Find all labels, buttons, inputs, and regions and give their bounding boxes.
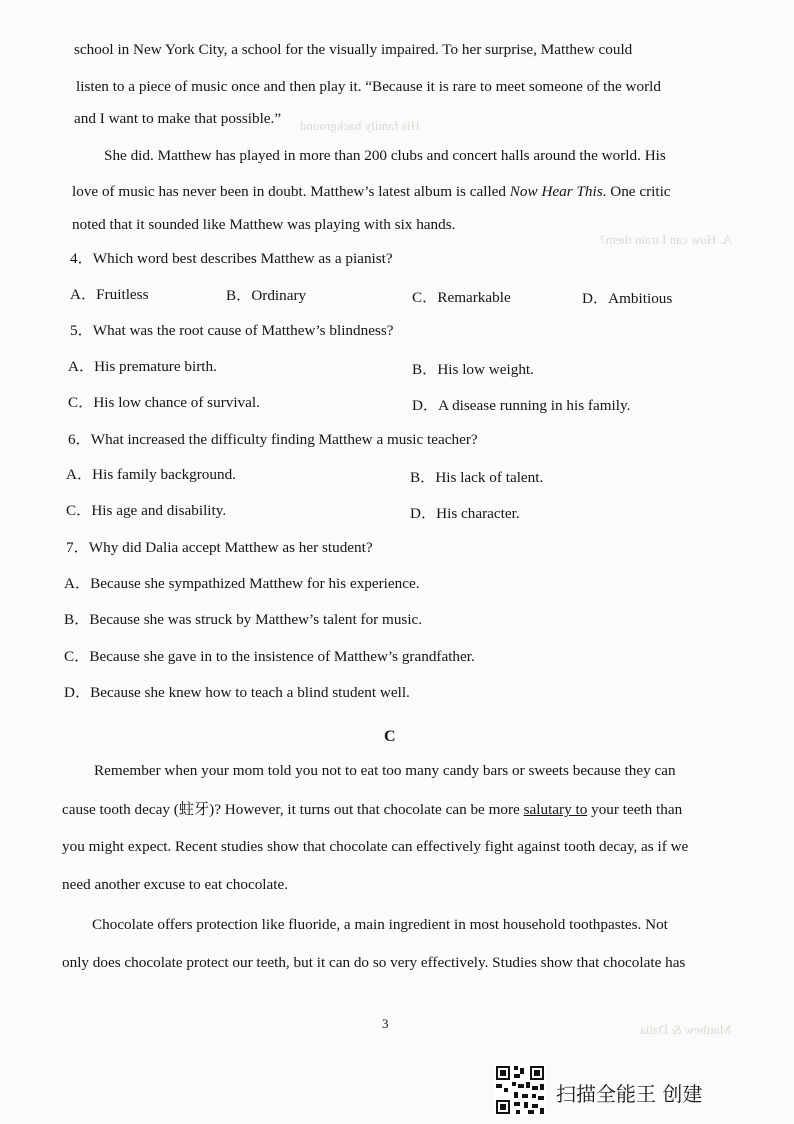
passage-line: need another excuse to eat chocolate.	[62, 876, 289, 893]
question-stem: 7．Why did Dalia accept Matthew as her student?	[66, 539, 373, 556]
underlined-word: salutary to	[523, 801, 588, 818]
album-title: Now Hear This	[509, 183, 603, 200]
page-number: 3	[382, 1016, 389, 1031]
question-stem: 5．What was the root cause of Matthew’s blindness?	[70, 322, 394, 339]
question-stem: 4．Which word best describes Matthew as a pianist?	[70, 250, 393, 267]
question-stem: 6．What increased the difficulty finding Matthew a music teacher?	[68, 431, 478, 448]
section-heading: C	[384, 728, 396, 745]
passage-line	[62, 800, 682, 820]
option-b[interactable]: B．His lack of talent.	[410, 469, 544, 486]
passage-line: Chocolate offers protection like fluoride, a main ingredient in most household toothpastes. Not	[92, 916, 668, 933]
passage-line: noted that it sounded like Matthew was playing with six hands.	[72, 216, 456, 233]
option-c[interactable]: C．Because she gave in to the insistence of Matthew’s grandfather.	[64, 648, 475, 665]
bleed-through-text: A. How can I train them?	[600, 232, 733, 247]
passage-line: listen to a piece of music once and then play it. “Because it is rare to meet someone of the world	[76, 78, 661, 95]
option-a[interactable]: A．Because she sympathized Matthew for his experience.	[64, 575, 420, 592]
passage-line: school in New York City, a school for the visually impaired. To her surprise, Matthew could	[74, 41, 633, 58]
passage-line: you might expect. Recent studies show that chocolate can effectively fight against tooth decay, as if we	[62, 838, 689, 855]
option-d[interactable]: D．His character.	[410, 505, 520, 522]
passage-text: . One critic	[602, 183, 671, 200]
passage-line: Remember when your mom told you not to eat too many candy bars or sweets because they can	[94, 762, 676, 779]
scanner-watermark: 扫描全能王 创建	[556, 1082, 703, 1106]
option-a[interactable]: A．Fruitless	[70, 286, 149, 303]
passage-line	[72, 182, 671, 202]
option-c[interactable]: C．His age and disability.	[66, 502, 227, 519]
option-a[interactable]: A．His family background.	[66, 466, 236, 483]
option-b[interactable]: B．Because she was struck by Matthew’s talent for music.	[64, 611, 423, 628]
bleed-through-text: His family background	[300, 118, 420, 133]
passage-line: She did. Matthew has played in more than 200 clubs and concert halls around the world. His	[104, 147, 666, 164]
option-c[interactable]: C．His low chance of survival.	[68, 394, 260, 411]
option-c[interactable]: C．Remarkable	[412, 289, 511, 306]
option-d[interactable]: D．Ambitious	[582, 290, 673, 307]
option-d[interactable]: D．A disease running in his family.	[412, 397, 631, 414]
option-b[interactable]: B．Ordinary	[226, 287, 307, 304]
option-b[interactable]: B．His low weight.	[412, 361, 534, 378]
passage-text: love of music has never been in doubt. Matthew’s latest album is called	[72, 183, 510, 200]
passage-line: only does chocolate protect our teeth, but it can do so very effectively. Studies show that chocolate has	[62, 954, 686, 971]
bleed-through-text: Matthew & Dalia	[640, 1022, 731, 1037]
option-a[interactable]: A．His premature birth.	[68, 358, 217, 375]
passage-text: cause tooth decay (蛀牙)? However, it turns out that chocolate can be more	[62, 801, 524, 818]
qr-code-icon	[494, 1064, 546, 1116]
passage-line: and I want to make that possible.”	[74, 110, 282, 127]
passage-text: your teeth than	[587, 801, 683, 818]
option-d[interactable]: D．Because she knew how to teach a blind student well.	[64, 684, 410, 701]
